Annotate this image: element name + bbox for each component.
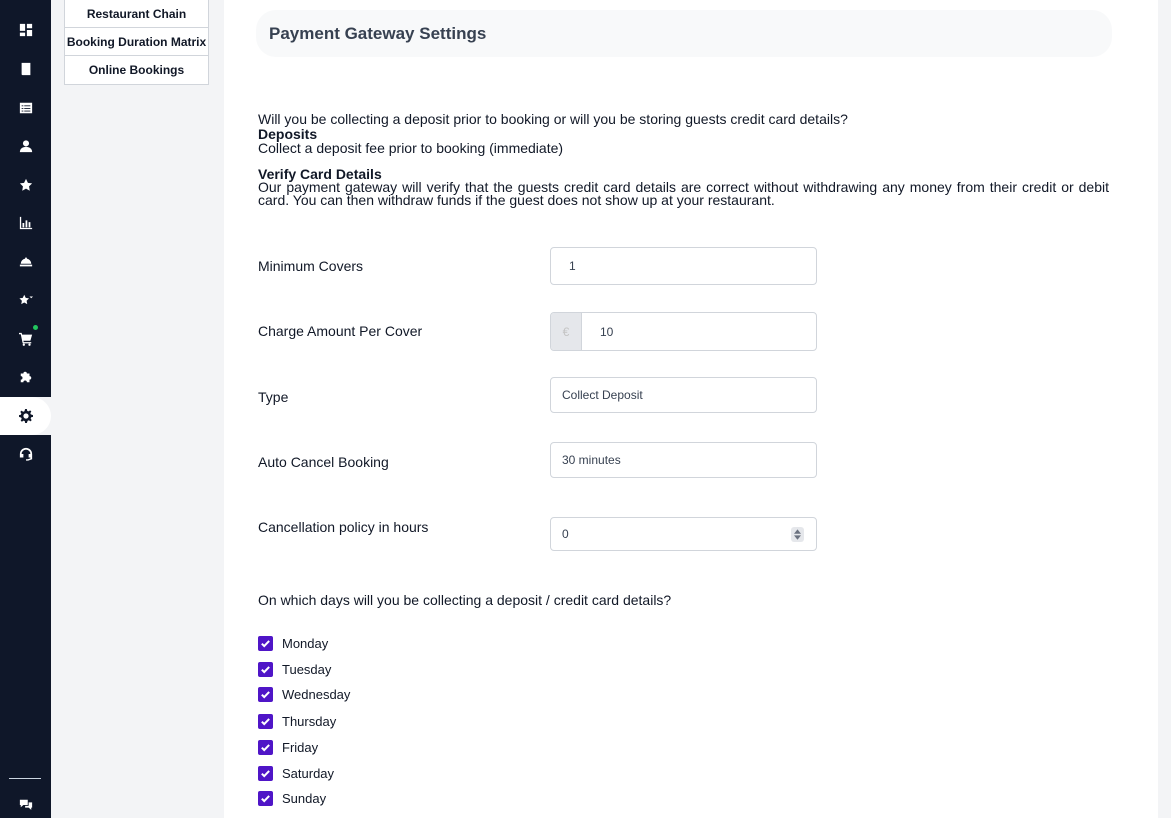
page-header <box>256 10 1112 57</box>
notification-dot <box>33 325 38 330</box>
payment-intro <box>258 111 1109 207</box>
day-label: Friday <box>282 740 319 755</box>
day-label: Sunday <box>282 791 327 806</box>
charge-amount-input[interactable] <box>550 312 817 351</box>
day-label: Thursday <box>282 714 337 729</box>
auto-cancel-label: Auto Cancel Booking <box>258 454 389 470</box>
checkbox-tuesday[interactable] <box>258 662 273 677</box>
cancellation-policy-input[interactable] <box>550 517 817 551</box>
day-label: Monday <box>282 636 329 651</box>
chat-icon[interactable] <box>0 786 51 818</box>
settings-subnav <box>64 0 209 85</box>
charge-amount-value: 10 <box>600 324 614 339</box>
day-wednesday[interactable] <box>258 687 350 702</box>
day-saturday[interactable] <box>258 766 334 781</box>
cart-icon[interactable] <box>0 320 51 358</box>
deposits-heading: Deposits <box>258 126 318 142</box>
type-label: Type <box>258 389 289 405</box>
puzzle-icon[interactable] <box>0 358 51 396</box>
subnav-restaurant-chain[interactable]: Restaurant Chain <box>65 0 208 28</box>
auto-cancel-value: 30 minutes <box>562 453 621 467</box>
active-nav-wrap <box>0 397 51 435</box>
book-icon[interactable] <box>0 50 51 88</box>
subnav-online-bookings[interactable]: Online Bookings <box>88 63 185 77</box>
collection-question: Will you be collecting a deposit prior to booking or will you be storing guests credit card details? <box>258 111 848 127</box>
checkbox-monday[interactable] <box>258 636 273 651</box>
verify-description: Our payment gateway will verify that the guests credit card details are correct without withdrawing any money from their credit or debit card. You can then withdraw funds if the guest does not show up at your restaurant. <box>258 179 1109 208</box>
scroll-gutter <box>1158 0 1171 818</box>
day-monday[interactable] <box>258 636 328 651</box>
cancellation-policy-label: Cancellation policy in hours <box>258 519 429 535</box>
day-friday[interactable] <box>258 740 318 755</box>
star-dropdown-icon[interactable] <box>0 281 51 319</box>
auto-cancel-select[interactable] <box>550 442 817 478</box>
day-label: Wednesday <box>282 687 351 702</box>
min-covers-value: 1 <box>569 259 576 273</box>
checkbox-sunday[interactable] <box>258 791 273 806</box>
checkbox-friday[interactable] <box>258 740 273 755</box>
days-question: On which days will you be collecting a deposit / credit card details? <box>258 592 672 608</box>
day-label: Saturday <box>282 766 335 781</box>
dashboard-icon[interactable] <box>0 11 51 49</box>
page-title: Payment Gateway Settings <box>269 23 487 43</box>
euro-prefix: € <box>551 313 582 350</box>
day-label: Tuesday <box>282 662 332 677</box>
service-bell-icon[interactable] <box>0 243 51 281</box>
type-select[interactable] <box>550 377 817 413</box>
star-icon[interactable] <box>0 166 51 204</box>
checkbox-wednesday[interactable] <box>258 687 273 702</box>
min-covers-input[interactable] <box>550 247 817 285</box>
deposits-description: Collect a deposit fee prior to booking (immediate) <box>258 140 564 156</box>
cancellation-policy-value: 0 <box>562 527 569 541</box>
charge-amount-label: Charge Amount Per Cover <box>258 323 423 339</box>
checkbox-saturday[interactable] <box>258 766 273 781</box>
user-icon[interactable] <box>0 127 51 165</box>
list-icon[interactable] <box>0 89 51 127</box>
sidebar-nav <box>0 0 51 818</box>
checkbox-thursday[interactable] <box>258 714 273 729</box>
day-thursday[interactable] <box>258 714 336 729</box>
number-spinner-icon[interactable] <box>791 527 804 542</box>
day-sunday[interactable] <box>258 791 326 806</box>
min-covers-label: Minimum Covers <box>258 258 364 274</box>
day-tuesday[interactable] <box>258 662 331 677</box>
gear-icon[interactable] <box>0 397 51 435</box>
subnav-booking-duration-matrix[interactable]: Booking Duration Matrix <box>65 28 208 56</box>
verify-heading: Verify Card Details <box>258 166 382 182</box>
sidebar-divider <box>9 778 41 779</box>
headset-icon[interactable] <box>0 435 51 473</box>
type-value: Collect Deposit <box>562 388 643 402</box>
chart-icon[interactable] <box>0 204 51 242</box>
